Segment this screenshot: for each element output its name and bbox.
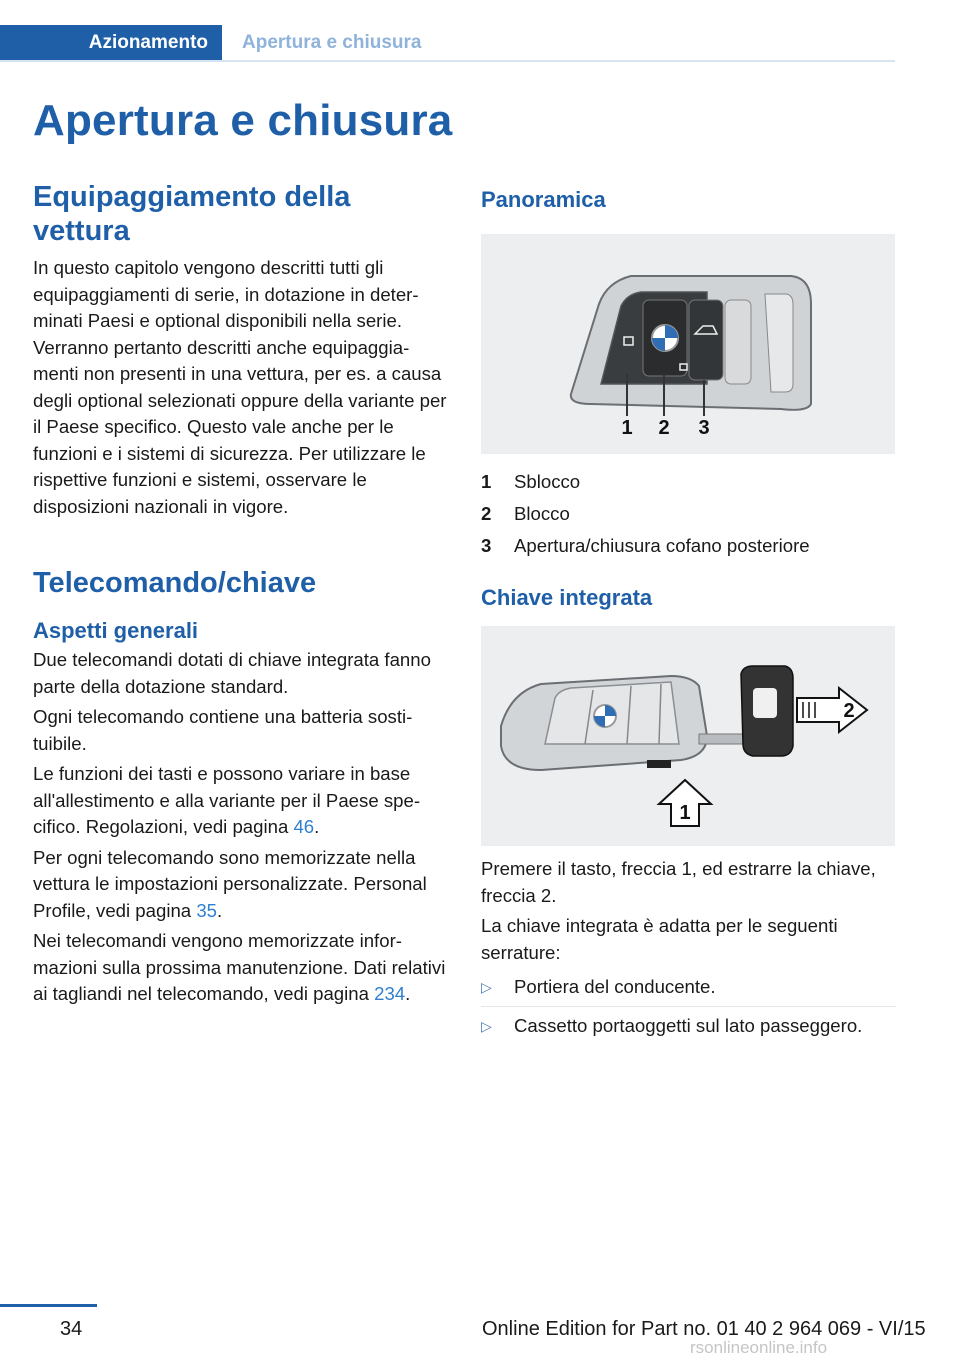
edition-note: Online Edition for Part no. 01 40 2 964 069 - VI/15 (482, 1318, 926, 1340)
paragraph-serrature: La chiave integrata è adatta per le seguenti serrature: (481, 915, 838, 963)
page-title: Apertura e chiusura (33, 96, 453, 145)
paragraph-funzioni: Le funzioni dei tasti e possono variare in base all'allestimento e alla variante per il Paese specifico. Regolazioni, vedi pagina 46. (33, 763, 421, 837)
footer-divider (0, 1304, 97, 1307)
panoramica-title: Panoramica (481, 187, 606, 212)
page-number: 34 (60, 1318, 83, 1340)
integrated-key-figure (481, 626, 895, 846)
paragraph-premere: Premere il tasto, freccia 1, ed estrarre la chiave, freccia 2. (481, 858, 876, 906)
section-title-equipaggiamento: Equipaggiamento della vettura (33, 181, 351, 247)
list-item: ▷ Cassetto portaoggetti sul lato passeggero. (481, 1007, 896, 1045)
chiave-title: Chiave integrata (481, 585, 653, 610)
header-tab-apertura[interactable] (242, 25, 422, 61)
bullet-list (481, 968, 896, 1045)
subsection-title-aspetti: Aspetti generali (33, 618, 199, 643)
header-divider (0, 60, 895, 62)
page-link-46[interactable]: 46 (293, 816, 315, 837)
tab-label: Apertura e chiusura (242, 32, 422, 53)
list-item: ▷ Portiera del conducente. (481, 968, 896, 1007)
bullet-arrow-icon: ▷ (481, 1018, 492, 1034)
figure-label-2: 2 (658, 417, 670, 439)
paragraph-batteria: Ogni telecomando contiene una batteria sostituibile. (33, 706, 413, 754)
page-link-35[interactable]: 35 (196, 899, 218, 921)
legend-item: 1 Sblocco (481, 471, 581, 492)
figure-label-1: 1 (621, 417, 633, 439)
figure-label-arrow-2: 2 (843, 700, 855, 722)
remote-key-illustration (481, 234, 895, 454)
legend-item: 2 Blocco (481, 503, 570, 524)
right-column (481, 180, 896, 1045)
integrated-key-illustration (481, 626, 895, 846)
figure-label-arrow-1: 1 (679, 802, 691, 824)
tab-label: Azionamento (88, 32, 208, 53)
page-link-234[interactable]: 234 (374, 983, 406, 1004)
paragraph-personal-profile: Per ogni telecomando sono memorizzate nella vettura le impostazioni personalizzate. Personal Profile, vedi pagina 35. (33, 846, 427, 921)
remote-key-figure (481, 234, 895, 454)
section-title-telecomando: Telecomando/chiave (33, 567, 317, 599)
intro-paragraph: In questo capitolo vengono descritti tutti gli equipaggiamenti di serie, in dotazione in determinati Paesi e optional disponibili nella serie. Verranno pertanto descritti anche equipaggiamenti non presenti in una vettura, per es. a causa degli optional selezionati oppure della variante per il Paese specifico. Questo vale anche per le funzioni e i sistemi di sicurezza. Per utilizzare le rispettive funzioni e sistemi, osservare le disposizioni nazionali in vigore. (33, 257, 447, 517)
left-column (33, 180, 448, 1008)
figure-label-3: 3 (698, 417, 710, 439)
watermark: rsonlineonline.info (690, 1338, 828, 1357)
bullet-arrow-icon: ▷ (481, 979, 492, 995)
header-tab-azionamento[interactable] (0, 25, 222, 61)
paragraph-dotazione: Due telecomandi dotati di chiave integrata fanno parte della dotazione standard. (33, 649, 431, 697)
paragraph-manutenzione: Nei telecomandi vengono memorizzate informazioni sulla prossima manutenzione. Dati relativi ai tagliandi nel telecomando, vedi pagina 234. (33, 930, 446, 1004)
legend-list (481, 466, 896, 562)
legend-item: 3 Apertura/chiusura cofano posteriore (481, 535, 810, 556)
